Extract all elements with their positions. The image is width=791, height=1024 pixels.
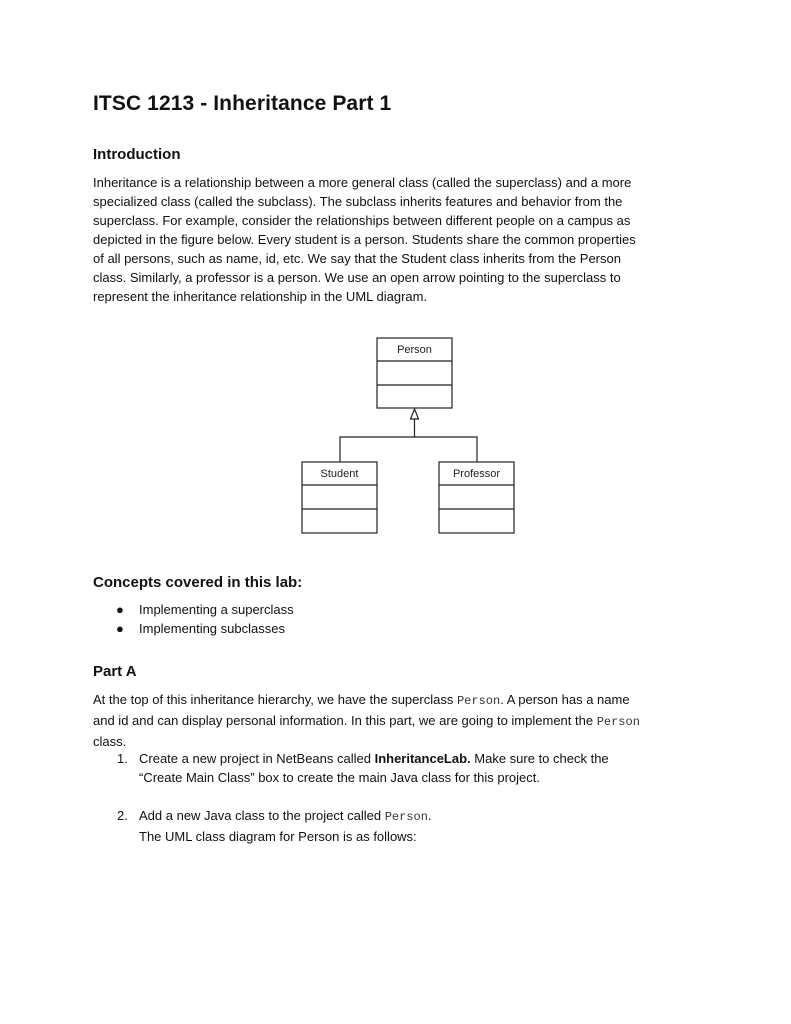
list-item-label: Implementing a superclass — [139, 602, 294, 617]
step-number: 1. — [117, 751, 128, 766]
text-run: Create a new project in NetBeans called — [139, 751, 375, 766]
list-item — [93, 600, 294, 619]
step-item — [93, 749, 703, 806]
steps-list — [93, 749, 703, 844]
text-run: . — [427, 808, 432, 823]
text-run: . A person has a name — [500, 692, 630, 707]
part-a-heading: Part A — [93, 663, 137, 680]
step-item — [93, 806, 703, 844]
text-run: At the top of this inheritance hierarchy, we have the superclass — [93, 692, 457, 707]
intro-line: represent the inheritance relationship in the UML diagram. — [93, 289, 428, 304]
intro-line: of all persons, such as name, id, etc. We say that the Student class inherits from the Person — [93, 251, 621, 266]
person-class-name: Person — [397, 344, 432, 356]
project-name: InheritanceLab. — [374, 751, 471, 766]
list-item-label: Implementing subclasses — [139, 621, 285, 636]
text-run: Add a new Java class to the project called — [139, 808, 385, 823]
inheritance-arrowhead-icon — [411, 409, 419, 419]
part-a-line — [93, 690, 713, 711]
text-run: Make sure to check the — [470, 751, 609, 766]
step-line: The UML class diagram for Person is as follows: — [139, 829, 417, 844]
intro-line: superclass. For example, consider the relationships between different people on a campus as — [93, 213, 631, 228]
intro-line: Inheritance is a relationship between a more general class (called the superclass) and a more — [93, 175, 632, 190]
step-number: 2. — [117, 808, 128, 823]
step-body — [139, 749, 703, 787]
bullet-icon: ● — [116, 621, 124, 636]
part-a-line — [93, 711, 713, 732]
code-run: Person — [456, 694, 501, 708]
part-a-paragraph — [93, 690, 713, 751]
student-class-name: Student — [320, 468, 359, 480]
text-run: and id and can display personal information. In this part, we are going to implement the — [93, 713, 597, 728]
list-item — [93, 619, 294, 638]
concepts-list — [93, 600, 294, 638]
step-body — [139, 806, 703, 846]
step-line: “Create Main Class” box to create the main Java class for this project. — [139, 770, 540, 785]
intro-line: depicted in the figure below. Every student is a person. Students share the common properties — [93, 232, 636, 247]
intro-heading: Introduction — [93, 146, 181, 163]
intro-line: class. Similarly, a professor is a person. We use an open arrow pointing to the superclass to — [93, 270, 621, 285]
code-run: Person — [596, 715, 640, 729]
concepts-heading: Concepts covered in this lab: — [93, 574, 303, 591]
code-run: Person — [384, 810, 428, 824]
page-title: ITSC 1213 - Inheritance Part 1 — [93, 92, 392, 115]
intro-line: specialized class (called the subclass). The subclass inherits features and behavior from the — [93, 194, 623, 209]
bullet-icon: ● — [116, 602, 124, 617]
inheritance-branch — [340, 437, 477, 462]
part-a-line: class. — [93, 734, 127, 749]
professor-class-name: Professor — [452, 468, 501, 480]
